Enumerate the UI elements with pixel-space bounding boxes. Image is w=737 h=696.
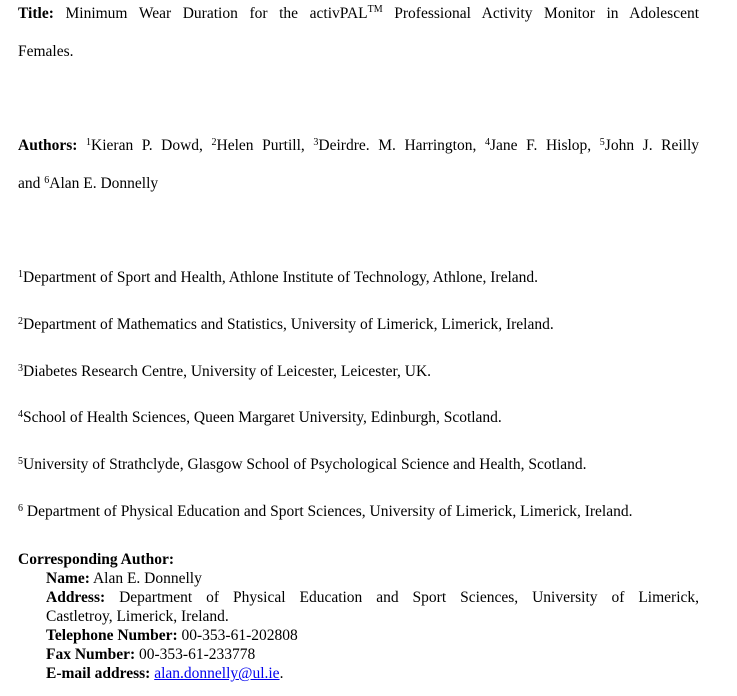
affiliation-5 bbox=[18, 455, 699, 475]
affiliation-6-text: Department of Physical Education and Sport Sciences, University of Limerick, Limerick, Ireland. bbox=[23, 503, 633, 520]
author-3-number: 3 bbox=[313, 137, 319, 148]
author-4-number: 4 bbox=[484, 137, 490, 148]
title-text-end: Professional Activity Monitor in Adolescent bbox=[394, 5, 700, 22]
authors-and: and bbox=[18, 175, 41, 192]
fax-value: 00-353-61-233778 bbox=[139, 646, 256, 663]
author-5-number: 5 bbox=[599, 137, 605, 148]
affiliation-5-text: University of Strathclyde, Glasgow School of Psychological Science and Health, Scotland. bbox=[23, 456, 587, 473]
authors-label: Authors: bbox=[18, 137, 78, 154]
corresponding-fax bbox=[46, 645, 699, 664]
email-suffix: . bbox=[279, 665, 284, 682]
name-label: Name: bbox=[46, 570, 90, 587]
authors-line-2 bbox=[18, 174, 699, 194]
corresponding-phone bbox=[46, 626, 699, 645]
address-label: Address: bbox=[46, 589, 106, 606]
phone-value: 00-353-61-202808 bbox=[181, 627, 298, 644]
address-value-line-1: Department of Physical Education and Sport Sciences, University of Limerick, bbox=[119, 589, 699, 606]
author-4-name: Jane F. Hislop, bbox=[489, 137, 592, 154]
title-line-2: Females. bbox=[18, 43, 74, 60]
phone-label: Telephone Number: bbox=[46, 627, 178, 644]
affiliation-4-text: School of Health Sciences, Queen Margaret University, Edinburgh, Scotland. bbox=[23, 409, 502, 426]
affiliation-2-text: Department of Mathematics and Statistics, University of Limerick, Limerick, Ireland. bbox=[23, 316, 554, 333]
title-text-start: Minimum Wear Duration for the activPAL bbox=[65, 5, 368, 22]
author-1-number: 1 bbox=[86, 137, 92, 148]
corresponding-author-label: Corresponding Author: bbox=[18, 551, 175, 568]
title-line-1 bbox=[18, 4, 699, 24]
author-3-name: Deirdre. M. Harrington, bbox=[318, 137, 477, 154]
corresponding-email bbox=[46, 664, 699, 683]
corresponding-address-line-2: Castletroy, Limerick, Ireland. bbox=[46, 608, 229, 625]
affiliation-1 bbox=[18, 268, 699, 288]
author-6-name: Alan E. Donnelly bbox=[49, 175, 159, 192]
title-label: Title: bbox=[18, 5, 54, 22]
affiliation-1-text: Department of Sport and Health, Athlone Institute of Technology, Athlone, Ireland. bbox=[23, 269, 539, 286]
affiliation-6 bbox=[18, 502, 699, 522]
affiliation-3-text: Diabetes Research Centre, University of Leicester, Leicester, UK. bbox=[23, 363, 432, 380]
affiliation-1-number: 1 bbox=[18, 269, 23, 280]
affiliation-3-number: 3 bbox=[18, 363, 23, 374]
affiliation-2 bbox=[18, 315, 699, 335]
affiliation-4 bbox=[18, 408, 699, 428]
author-5-name: John J. Reilly bbox=[604, 137, 700, 154]
authors-line-1 bbox=[18, 136, 699, 156]
corresponding-name bbox=[46, 569, 699, 588]
affiliation-3 bbox=[18, 362, 699, 382]
affiliation-2-number: 2 bbox=[18, 316, 23, 327]
email-link[interactable]: alan.donnelly@ul.ie bbox=[154, 665, 280, 682]
trademark-superscript: TM bbox=[367, 4, 383, 15]
author-2-number: 2 bbox=[211, 137, 217, 148]
name-value: Alan E. Donnelly bbox=[92, 570, 202, 587]
email-label: E-mail address: bbox=[46, 665, 151, 682]
author-1-name: Kieran P. Dowd, bbox=[91, 137, 203, 154]
affiliation-5-number: 5 bbox=[18, 456, 23, 467]
corresponding-author-heading bbox=[18, 550, 699, 569]
author-6-number: 6 bbox=[44, 175, 50, 186]
fax-label: Fax Number: bbox=[46, 646, 136, 663]
affiliation-6-number: 6 bbox=[18, 503, 23, 514]
author-2-name: Helen Purtill, bbox=[216, 137, 305, 154]
corresponding-address-line-1 bbox=[46, 588, 699, 607]
affiliation-4-number: 4 bbox=[18, 409, 23, 420]
